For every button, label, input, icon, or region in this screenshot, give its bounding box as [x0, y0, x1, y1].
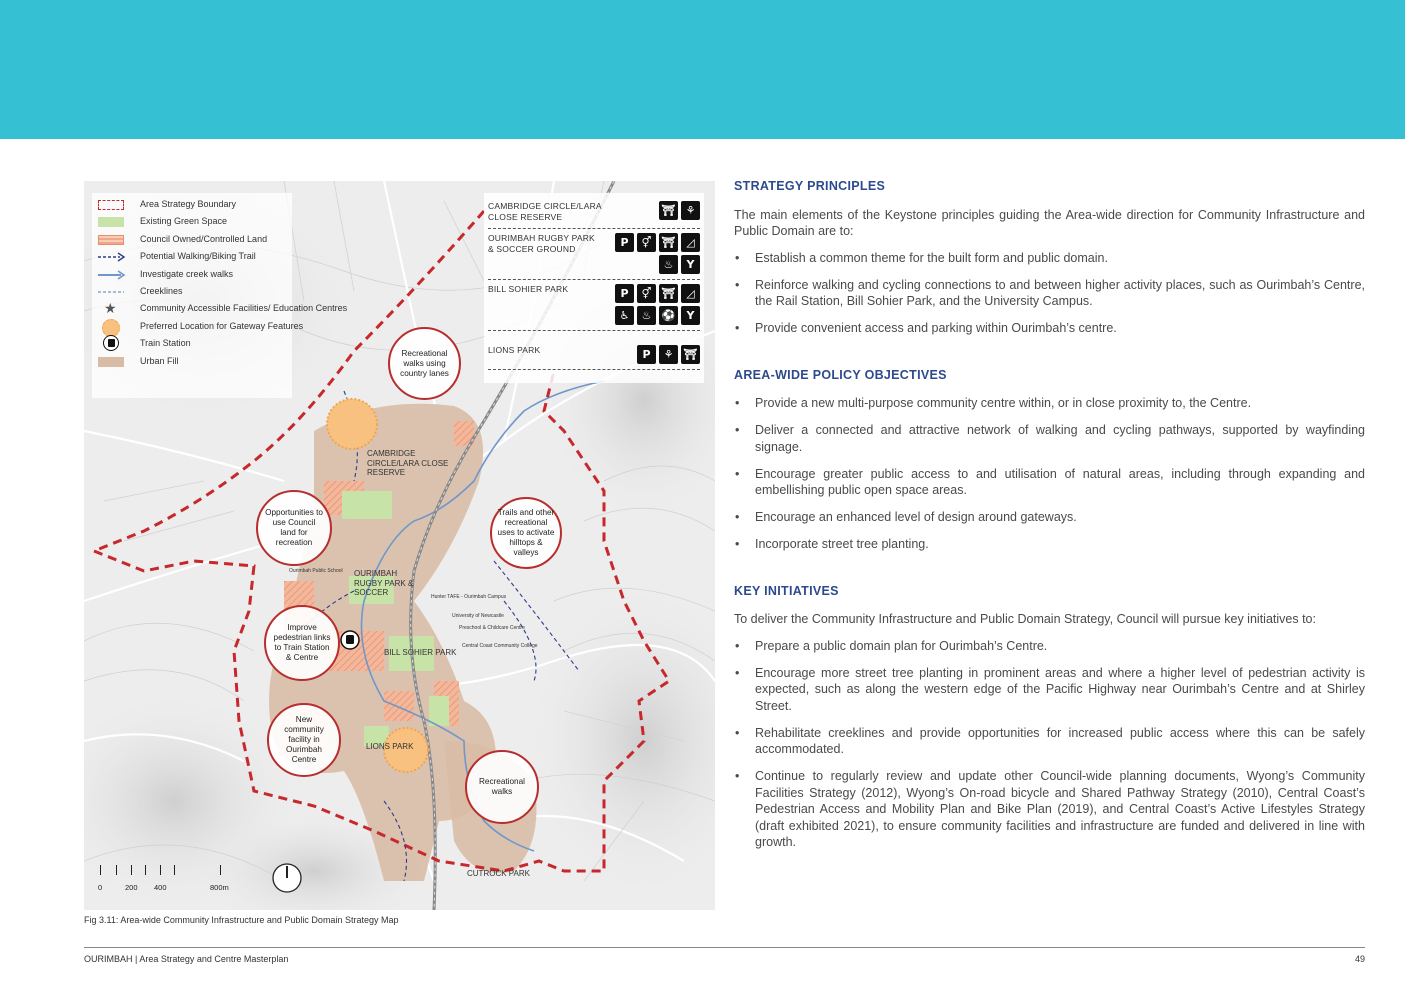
legend-item: [96, 269, 347, 286]
picnic-table-icon: ⛩: [681, 345, 700, 364]
orange-hatch-fill-icon: [96, 234, 126, 246]
section-heading: STRATEGY PRINCIPLES: [734, 179, 886, 193]
scale-tick-label: 800m: [210, 883, 229, 892]
legend-label: Urban Fill: [140, 355, 179, 366]
policy-objectives-section: [734, 367, 1365, 553]
legend-label: Area Strategy Boundary: [140, 199, 237, 209]
picnic-table-icon: ⛩: [659, 233, 678, 252]
parking-icon: P: [615, 233, 634, 252]
legend-item: [96, 234, 347, 251]
facility-label: Hunter TAFE - Ourimbah Campus: [431, 594, 507, 600]
park-row: [488, 229, 700, 280]
annotation-bubble: Opportunities to use Council land for recreation: [256, 490, 332, 566]
list-item: • Encourage an enhanced level of design around gateways.: [734, 509, 1365, 526]
scale-tick-label: 0: [98, 883, 103, 892]
accessible-play-icon: ♿: [615, 306, 634, 325]
annotation-bubble: New community facility in Ourimbah Centre: [267, 703, 341, 777]
header-banner: [0, 0, 1405, 139]
parking-icon: P: [615, 284, 634, 303]
list-item: • Rehabilitate creeklines and provide opportunities for increased public access where this can be safely accommodated.: [734, 725, 1365, 758]
legend-item: [96, 251, 347, 268]
legend-label: Community Accessible Facilities/ Education Centres: [140, 303, 348, 314]
legend-item: [96, 303, 347, 320]
north-arrow-icon: [273, 864, 301, 892]
bbq-icon: ♨: [659, 255, 678, 274]
park-row: [488, 197, 700, 229]
legend-item: [96, 199, 347, 216]
map-label-lions: LIONS PARK: [366, 742, 414, 751]
playground-icon: ◿: [681, 233, 700, 252]
park-facilities-panel: [488, 197, 700, 370]
footer-divider: [84, 947, 1365, 948]
park-name: BILL SOHIER PARK: [488, 284, 569, 294]
dashed-arrow-icon: [96, 251, 126, 263]
bbq-icon: ♨: [637, 306, 656, 325]
fitness-icon: Y: [681, 255, 700, 274]
dashed-red-box-icon: [96, 199, 126, 211]
scale-tick-label: 400: [154, 883, 167, 892]
section-heading: KEY INITIATIVES: [734, 583, 839, 598]
sport-icon: ⚽: [659, 306, 678, 325]
footer-title: OURIMBAH | Area Strategy and Centre Masterplan: [84, 954, 289, 964]
park-name: CAMBRIDGE CIRCLE/LARA CLOSE RESERVE: [488, 201, 602, 222]
list-item: • Provide convenient access and parking within Ourimbah’s centre.: [734, 320, 1365, 337]
annotation-bubble: Recreational walks using country lanes: [388, 327, 461, 400]
legend-item: [96, 338, 347, 355]
list-item: • Provide a new multi-purpose community centre within, or in close proximity to, the Centre.: [734, 395, 1365, 412]
tan-fill-icon: [96, 356, 126, 368]
legend-label: Preferred Location for Gateway Features: [140, 320, 304, 331]
list-item: • Incorporate street tree planting.: [734, 536, 1365, 553]
toilets-icon: ⚥: [637, 284, 656, 303]
dog-icon: ⚘: [681, 201, 700, 220]
map-label-cutrock: CUTROCK PARK: [467, 869, 530, 878]
list-item: • Encourage more street tree planting in prominent areas and where a higher level of pedestrian activity is expected, such as along the western edge of the Pacific Highway near Ourimbah’s Centre and at Shirley Street.: [734, 665, 1365, 715]
strategy-principles-section: [734, 178, 1365, 337]
park-icon-group: [604, 233, 700, 274]
section-heading: AREA-WIDE POLICY OBJECTIVES: [734, 367, 947, 382]
playground-icon: ◿: [681, 284, 700, 303]
strategy-map: [84, 181, 715, 910]
list-item: • Continue to regularly review and update other Council-wide planning documents, Wyong’s Community Facilities Strategy (2012), Wyong’s On-road bicycle and Shared Pathway Strategy (2010), Central Coast’s Pedestrian Access and Mobility Plan and Bike Plan (2019), and Central Coast’s Active Lifestyles Strategy (draft exhibited 2021), to ensure community facilities and infrastructure are funded and delivered in line with growth.: [734, 768, 1365, 851]
parking-icon: P: [637, 345, 656, 364]
legend-label: Council Owned/Controlled Land: [140, 233, 268, 244]
toilets-icon: ⚥: [637, 233, 656, 252]
bullet-list: [734, 395, 1365, 553]
legend-label: Train Station: [140, 338, 191, 349]
section-intro: To deliver the Community Infrastructure and Public Domain Strategy, Council will pursue key initiatives to:: [734, 612, 1316, 626]
blue-arrow-icon: [96, 269, 126, 281]
legend-label: Creeklines: [140, 285, 183, 296]
map-legend: [96, 199, 347, 373]
park-icon-group: [604, 284, 700, 325]
bullet-list: [734, 638, 1365, 851]
park-row: [488, 331, 700, 370]
list-item: • Encourage greater public access to and utilisation of natural areas, including through expanding and embellishing public open space areas.: [734, 466, 1365, 499]
facility-label: Preschool & Childcare Centre: [459, 625, 525, 631]
map-label-bill-sohier: BILL SOHIER PARK: [384, 648, 457, 657]
fitness-icon: Y: [681, 306, 700, 325]
annotation-bubble: Recreational walks: [465, 750, 539, 824]
facility-label: Ourimbah Public School: [289, 568, 343, 574]
facility-label: Central Coast Community College: [462, 643, 538, 649]
map-label-rugby: OURIMBAH RUGBY PARK & SOCCER: [354, 569, 414, 597]
annotation-bubble: Improve pedestrian links to Train Station & Centre: [264, 605, 340, 681]
star-icon: ★: [104, 301, 117, 318]
park-icon-group: [604, 345, 700, 364]
list-item: • Reinforce walking and cycling connections to and between higher activity places, such as Ourimbah’s Centre, the Rail Station, Bill Sohier Park, and the University Campus.: [734, 277, 1365, 310]
legend-label: Potential Walking/Biking Trail: [140, 251, 256, 262]
legend-item: [96, 356, 347, 373]
scale-tick-label: 200: [125, 883, 138, 892]
key-initiatives-section: [734, 583, 1365, 851]
park-name: LIONS PARK: [488, 345, 541, 355]
sun-icon: [96, 321, 126, 333]
legend-label: Existing Green Space: [140, 216, 228, 227]
page-number: 49: [1354, 954, 1365, 964]
train-icon: [96, 338, 126, 350]
park-icon-group: [604, 201, 700, 220]
legend-item: [96, 216, 347, 233]
annotation-bubble: Trails and other recreational uses to activate hilltops & valleys: [490, 497, 562, 569]
figure-caption: Fig 3.11: Area-wide Community Infrastructure and Public Domain Strategy Map: [84, 915, 399, 925]
picnic-table-icon: ⛩: [659, 201, 678, 220]
gateway-sun-icon: [327, 399, 377, 449]
facility-label: University of Newcastle: [452, 613, 504, 619]
list-item: • Prepare a public domain plan for Ourimbah’s Centre.: [734, 638, 1365, 655]
scale-bar: [98, 865, 238, 893]
green-fill-icon: [96, 216, 126, 228]
legend-label: Investigate creek walks: [140, 268, 234, 279]
park-name: OURIMBAH RUGBY PARK & SOCCER GROUND: [488, 233, 595, 254]
dog-icon: ⚘: [659, 345, 678, 364]
list-item: • Deliver a connected and attractive network of walking and cycling pathways, supported by wayfinding signage.: [734, 422, 1365, 455]
section-intro: The main elements of the Keystone principles guiding the Area-wide direction for Community Infrastructure and Public Domain are to:: [734, 207, 1365, 238]
bullet-list: [734, 250, 1365, 337]
picnic-table-icon: ⛩: [659, 284, 678, 303]
legend-item: [96, 321, 347, 338]
list-item: • Establish a common theme for the built form and public domain.: [734, 250, 1365, 267]
legend-item: [96, 286, 347, 303]
text-column: [734, 178, 1365, 881]
train-station-icon: [341, 631, 359, 649]
blue-dashed-line-icon: [96, 286, 126, 298]
map-label-cambridge: CAMBRIDGE CIRCLE/LARA CLOSE RESERVE: [367, 449, 449, 477]
park-row: [488, 280, 700, 331]
